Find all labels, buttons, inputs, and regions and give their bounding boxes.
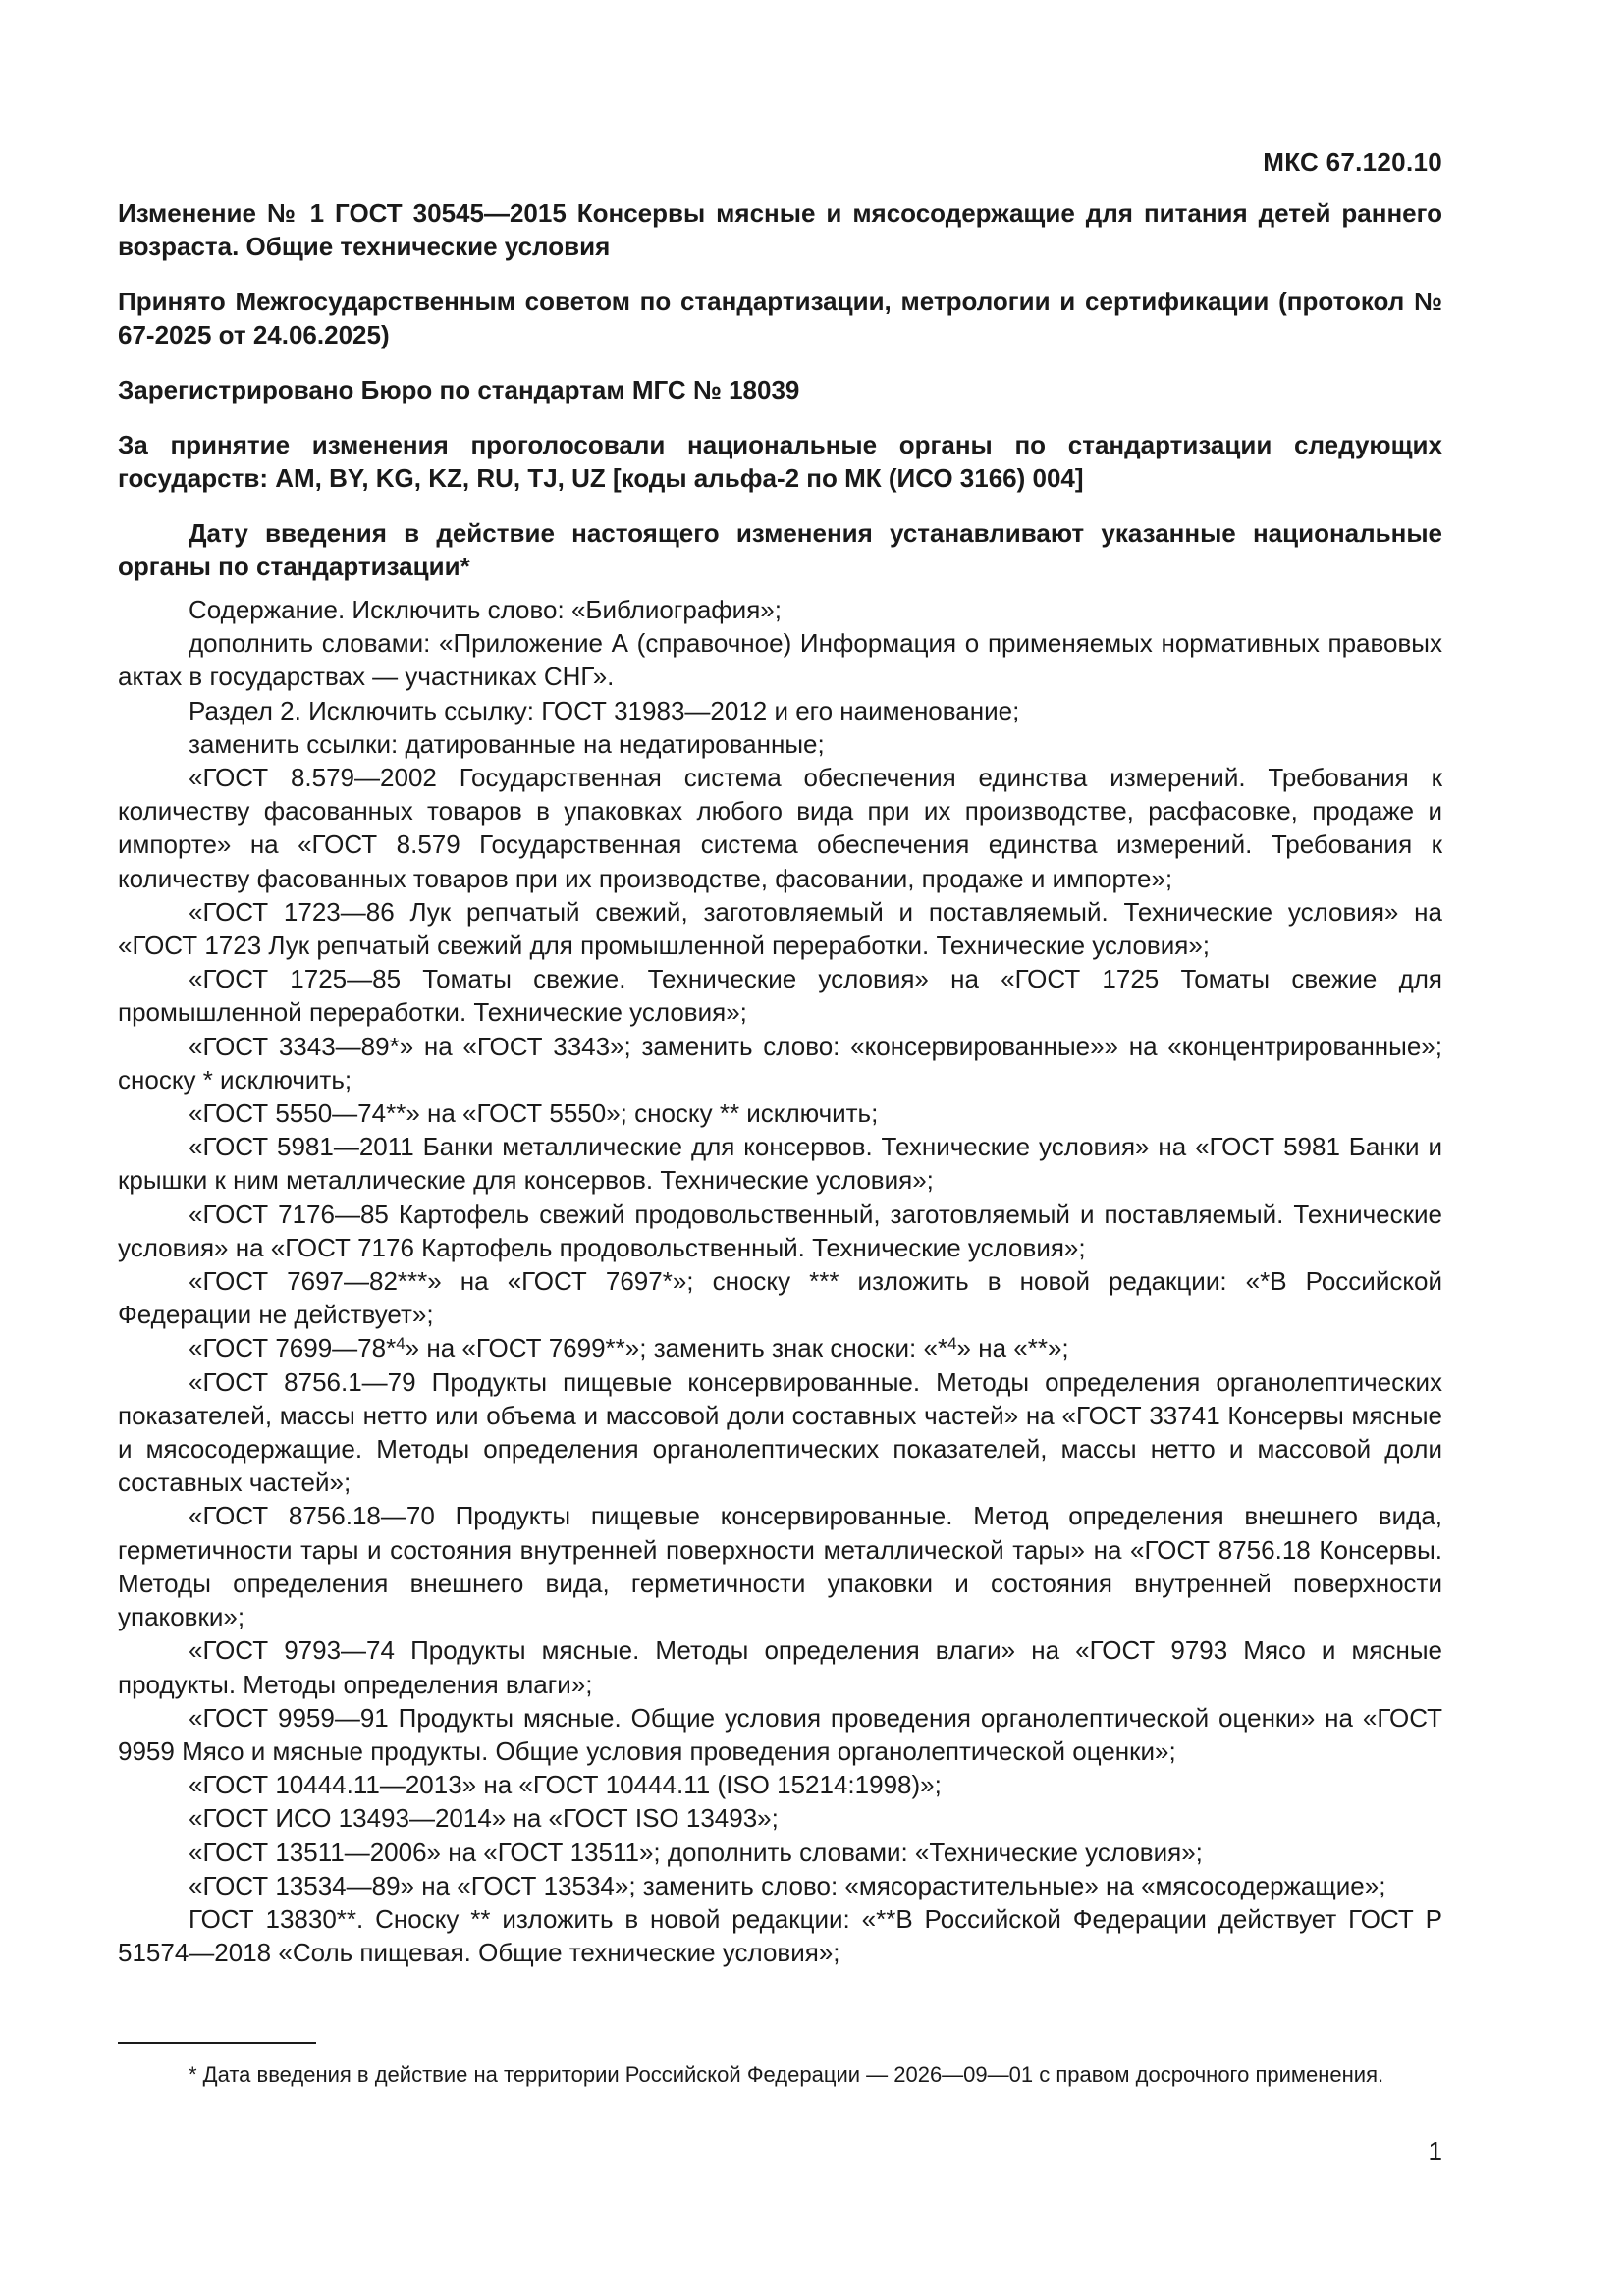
- paragraph: «ГОСТ ИСО 13493—2014» на «ГОСТ ISO 13493»;: [189, 1803, 779, 1834]
- superscript: 4: [396, 1334, 406, 1354]
- footnote: * Дата введения в действие на территории Российской Федерации — 2026—09—01 с правом досрочного применения.: [189, 2062, 1384, 2087]
- paragraph: «ГОСТ 13511—2006» на «ГОСТ 13511»; дополнить словами: «Технические условия»;: [189, 1837, 1203, 1867]
- text-run: » на «ГОСТ 7699**»; заменить знак сноски: «*: [405, 1333, 948, 1363]
- paragraph: «ГОСТ 7176—85 Картофель свежий продовольственный, заготовляемый и поставляемый. Технические условия» на «ГОСТ 7176 Картофель продовольственный. Технические условия»;: [118, 1199, 1442, 1262]
- paragraph: «ГОСТ 8756.18—70 Продукты пищевые консервированные. Метод определения внешнего вида, герметичности тары и состояния внутренней поверхности металлической тары» на «ГОСТ 8756.18 Консервы. Методы определения внешнего вида, герметичности упаковки и состояния внутренней поверхности упаковки»;: [118, 1501, 1442, 1632]
- paragraph: заменить ссылки: датированные на недатированные;: [189, 728, 825, 759]
- paragraph: «ГОСТ 8.579—2002 Государственная система обеспечения единства измерений. Требования к количеству фасованных товаров в упаковках любого вида при их производстве, расфасовке, продаже и импорте» на «ГОСТ 8.579 Государственная система обеспечения единства измерений. Требования к количеству фасованных товаров при их производстве, фасовании, продаже и импорте»;: [118, 763, 1442, 893]
- amendment-header: [118, 196, 1442, 605]
- text-run: » на «**»;: [956, 1333, 1069, 1363]
- amendment-body: [118, 593, 1442, 1969]
- voting-statement: За принятие изменения проголосовали национальные органы по стандартизации следующих государств: AM, BY, KG, KZ, RU, TJ, UZ [коды альфа-2 по МК (ИСО 3166) 004]: [118, 430, 1442, 493]
- paragraph: Содержание. Исключить слово: «Библиография»;: [189, 595, 782, 624]
- effective-date-statement: Дату введения в действие настоящего изменения устанавливают указанные национальные органы по стандартизации*: [118, 518, 1442, 581]
- paragraph: [118, 1331, 1442, 1364]
- paragraph: «ГОСТ 10444.11—2013» на «ГОСТ 10444.11 (ISO 15214:1998)»;: [189, 1770, 942, 1800]
- paragraph: «ГОСТ 9793—74 Продукты мясные. Методы определения влаги» на «ГОСТ 9793 Мясо и мясные продукты. Методы определения влаги»;: [118, 1635, 1442, 1699]
- registration-statement: Зарегистрировано Бюро по стандартам МГС № 18039: [118, 375, 800, 404]
- paragraph: «ГОСТ 5550—74**» на «ГОСТ 5550»; сноску ** исключить;: [189, 1098, 879, 1129]
- paragraph: «ГОСТ 1725—85 Томаты свежие. Технические условия» на «ГОСТ 1725 Томаты свежие для промышленной переработки. Технические условия»;: [118, 964, 1442, 1028]
- paragraph: «ГОСТ 8756.1—79 Продукты пищевые консервированные. Методы определения органолептических показателей, массы нетто или объема и массовой доли составных частей» на «ГОСТ 33741 Консервы мясные и мясосодержащие. Методы определения органолептических показателей, массы нетто и массовой доли составных частей»;: [118, 1366, 1442, 1498]
- superscript: 4: [947, 1334, 957, 1354]
- footnote-separator: [118, 2042, 316, 2044]
- paragraph: дополнить словами: «Приложение А (справочное) Информация о применяемых нормативных правовых актах в государствах — участниках СНГ».: [118, 628, 1442, 692]
- page-number: 1: [1428, 2136, 1442, 2165]
- paragraph: «ГОСТ 9959—91 Продукты мясные. Общие условия проведения органолептической оценки» на «ГОСТ 9959 Мясо и мясные продукты. Общие условия проведения органолептической оценки»;: [118, 1702, 1442, 1766]
- paragraph: ГОСТ 13830**. Сноску ** изложить в новой редакции: «**В Российской Федерации действует ГОСТ Р 51574—2018 «Соль пищевая. Общие технические условия»;: [118, 1903, 1442, 1968]
- paragraph: «ГОСТ 3343—89*» на «ГОСТ 3343»; заменить слово: «консервированные»» на «концентрированные»; сноску * исключить;: [118, 1031, 1442, 1095]
- paragraph: «ГОСТ 1723—86 Лук репчатый свежий, заготовляемый и поставляемый. Технические условия» на «ГОСТ 1723 Лук репчатый свежий для промышленной переработки. Технические условия»;: [118, 896, 1442, 961]
- paragraph: Раздел 2. Исключить ссылку: ГОСТ 31983—2012 и его наименование;: [189, 695, 1020, 725]
- paragraph: «ГОСТ 13534—89» на «ГОСТ 13534»; заменить слово: «мясорастительные» на «мясосодержащие»;: [189, 1870, 1386, 1900]
- amendment-title: Изменение № 1 ГОСТ 30545—2015 Консервы мясные и мясосодержащие для питания детей раннего возраста. Общие технические условия: [118, 198, 1442, 261]
- paragraph: «ГОСТ 5981—2011 Банки металлические для консервов. Технические условия» на «ГОСТ 5981 Банки и крышки к ним металлические для консервов. Технические условия»;: [118, 1132, 1442, 1196]
- mks-code: МКС 67.120.10: [1263, 147, 1442, 177]
- text-run: «ГОСТ 7699—78*: [189, 1333, 397, 1363]
- paragraph: «ГОСТ 7697—82***» на «ГОСТ 7697*»; сноску *** изложить в новой редакции: «*В Российской Федерации не действует»;: [118, 1266, 1442, 1330]
- adopted-statement: Принято Межгосударственным советом по стандартизации, метрологии и сертификации (протокол № 67-2025 от 24.06.2025): [118, 287, 1442, 349]
